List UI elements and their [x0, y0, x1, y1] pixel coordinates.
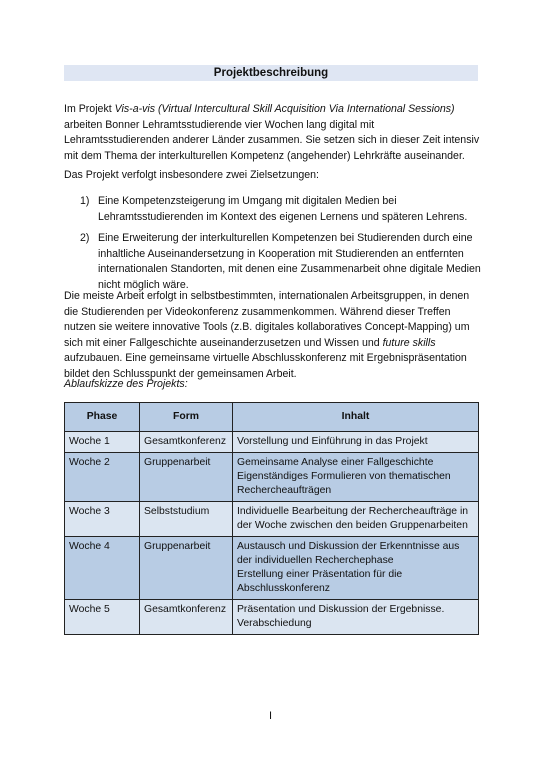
cell-content — [233, 537, 479, 600]
table-row — [65, 453, 479, 502]
cell-phase: Woche 5 — [65, 600, 140, 635]
cell-phase: Woche 4 — [65, 537, 140, 600]
content-line: Individuelle Bearbeitung der Rechercheaufträge in der Woche zwischen den beiden Gruppenarbeiten — [237, 506, 469, 531]
goals-intro: Das Projekt verfolgt insbesondere zwei Zielsetzungen: — [64, 169, 319, 181]
goal-item — [64, 194, 482, 225]
cell-form: Selbststudium — [140, 502, 233, 537]
cell-form: Gesamtkonferenz — [140, 432, 233, 453]
content-line: Austausch und Diskussion der Erkenntnisse aus der individuellen Recherchephase — [237, 541, 460, 566]
content-line: Vorstellung und Einführung in das Projekt — [237, 436, 428, 447]
work-part1: Die meiste Arbeit erfolgt in selbstbestimmten, internationalen Arbeitsgruppen, in denen die Studierenden per Videokonferenz zusammenkommen. Während dieser Treffen nutzen sie weitere innovative Tools (z.B. digitales kollaboratives Concept-Mapping) um sich mit einer Fallgeschichte auseinanderzusetzen und Wissen und — [64, 290, 470, 349]
project-name: Vis-a-vis (Virtual Intercultural Skill Acquisition Via International Sessions) — [114, 103, 455, 115]
intro-paragraph — [64, 102, 482, 164]
work-emphasis: future skills — [382, 336, 436, 349]
work-paragraph — [64, 289, 482, 383]
header-phase: Phase — [65, 403, 140, 432]
cell-content — [233, 432, 479, 453]
goal-number: 1) — [80, 195, 90, 207]
goal-text: Eine Erweiterung der interkulturellen Kompetenzen bei Studierenden durch eine inhaltliche Auseinandersetzung in Kooperation mit Studierenden an entfernten internationalen Standorten, mit denen eine Zusammenarbeit ohne digitale Medien nicht möglich wäre. — [98, 232, 481, 291]
header-form: Form — [140, 403, 233, 432]
cell-content — [233, 453, 479, 502]
table-row — [65, 600, 479, 635]
cell-phase: Woche 2 — [65, 453, 140, 502]
content-line: Verabschiedung — [237, 618, 312, 629]
intro-suffix: arbeiten Bonner Lehramtsstudierende vier Wochen lang digital mit Lehramtsstudierenden anderer Länder zusammen. Sie setzen sich in dieser Zeit intensiv mit dem Thema der interkulturellen Kompetenz (angehender) Lehrkräfte auseinander. — [64, 118, 480, 162]
cell-content — [233, 502, 479, 537]
goals-list — [64, 194, 482, 300]
schedule-caption: Ablaufskizze des Projekts: — [64, 378, 188, 390]
section-heading: Projektbeschreibung — [64, 65, 478, 81]
cell-form: Gesamtkonferenz — [140, 600, 233, 635]
table-row — [65, 537, 479, 600]
cell-form: Gruppenarbeit — [140, 537, 233, 600]
content-line: Präsentation und Diskussion der Ergebnisse. — [237, 604, 445, 615]
table-header-row — [65, 403, 479, 432]
header-content: Inhalt — [233, 403, 479, 432]
table-row — [65, 432, 479, 453]
cell-content — [233, 600, 479, 635]
content-line: Erstellung einer Präsentation für die Abschlusskonferenz — [237, 569, 403, 594]
goal-item — [64, 231, 482, 293]
goal-text: Eine Kompetenzsteigerung im Umgang mit digitalen Medien bei Lehramtsstudierenden im Kontext des eigenen Lernens und späteren Lehrens. — [98, 195, 468, 223]
page-number: I — [269, 710, 273, 722]
content-line: Eigenständiges Formulieren von thematischen Rechercheaufträgen — [237, 471, 451, 496]
table-row — [65, 502, 479, 537]
cell-phase: Woche 1 — [65, 432, 140, 453]
goal-number: 2) — [80, 232, 90, 245]
schedule-table — [64, 402, 479, 635]
intro-prefix: Im Projekt — [64, 103, 115, 115]
cell-form: Gruppenarbeit — [140, 453, 233, 502]
cell-phase: Woche 3 — [65, 502, 140, 537]
content-line: Gemeinsame Analyse einer Fallgeschichte — [237, 457, 434, 468]
work-part2: aufzubauen. Eine gemeinsame virtuelle Abschlusskonferenz mit Ergebnispräsentation bildet den Schlusspunkt der gemeinsamen Arbeit. — [64, 352, 467, 380]
